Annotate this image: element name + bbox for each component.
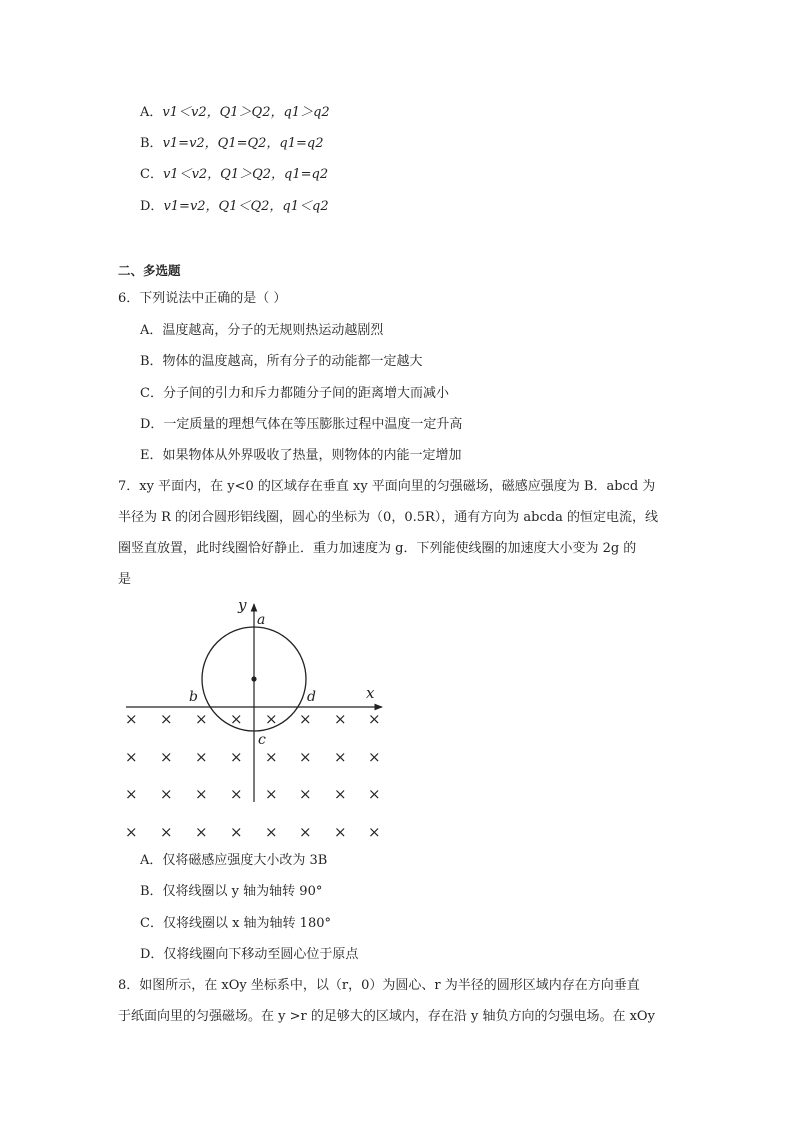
q6-option-d: D．一定质量的理想气体在等压膨胀过程中温度一定升高 [140,417,463,432]
field-cross: × [195,785,208,803]
q7-option-d: D．仅将线圈向下移动至圆心位于原点 [140,947,359,962]
field-cross: × [265,785,278,803]
field-cross: × [230,785,243,803]
field-cross: × [160,785,173,803]
field-cross: × [265,748,278,766]
q5-option-c: C．v1＜v2，Q1＞Q2，q1=q2 [140,167,329,182]
field-cross: × [265,823,278,841]
field-cross: × [195,710,208,728]
field-cross: × [299,823,312,841]
q7-stem-line-3: 圈竖直放置，此时线圈恰好静止．重力加速度为 g．下列能使线圈的加速度大小变为 2g 的 [118,541,637,556]
point-a-label: a [257,612,266,628]
field-cross: × [125,710,138,728]
q5-option-a: A．v1＜v2，Q1＞Q2，q1＞q2 [140,105,330,120]
field-cross: × [125,748,138,766]
field-cross: × [299,748,312,766]
q8-stem-line-2: 于纸面向里的匀强磁场。在 y >r 的足够大的区域内，存在沿 y 轴负方向的匀强电场。在 xOy [118,1009,655,1024]
field-cross: × [125,823,138,841]
q7-option-a: A．仅将磁感应强度大小改为 3B [140,853,328,868]
field-cross: × [334,748,347,766]
q5-option-d: D．v1=v2，Q1＜Q2，q1＜q2 [140,199,329,214]
point-c-label: c [258,732,266,748]
q6-option-c: C．分子间的引力和斥力都随分子间的距离增大而减小 [140,386,449,401]
magnetic-field-crosses [125,710,381,841]
field-cross: × [125,785,138,803]
field-cross: × [160,710,173,728]
point-d-label: d [307,689,316,705]
y-axis-label: y [238,596,247,614]
field-cross: × [368,748,381,766]
q7-stem-line-4: 是 [118,572,132,587]
q7-stem-line-1: 7．xy 平面内，在 y<0 的区域存在垂直 xy 平面向里的匀强磁场，磁感应强度为 B．abcd 为 [118,479,656,494]
q6-stem: 6．下列说法中正确的是（ ） [118,291,287,306]
x-axis-label: x [366,684,375,702]
q6-option-e: E．如果物体从外界吸收了热量，则物体的内能一定增加 [140,448,462,463]
section-title: 二、多选题 [118,263,181,278]
circle-center-dot [251,676,256,681]
field-cross: × [299,710,312,728]
q7-figure [110,594,400,848]
field-cross: × [265,710,278,728]
field-cross: × [160,823,173,841]
field-cross: × [368,785,381,803]
field-cross: × [299,785,312,803]
q7-option-c: C．仅将线圈以 x 轴为轴转 180° [140,916,331,931]
q8-stem-line-1: 8．如图所示，在 xOy 坐标系中，以（r，0）为圆心、r 为半径的圆形区域内存在方向垂直 [118,978,640,993]
field-cross: × [334,823,347,841]
field-cross: × [195,748,208,766]
field-cross: × [195,823,208,841]
q7-stem-line-2: 半径为 R 的闭合圆形铝线圈，圆心的坐标为（0，0.5R），通有方向为 abcda 的恒定电流，线 [118,510,658,525]
field-cross: × [230,823,243,841]
q6-option-b: B．物体的温度越高，所有分子的动能都一定越大 [140,354,423,369]
field-cross: × [230,748,243,766]
field-cross: × [160,748,173,766]
point-b-label: b [189,689,198,705]
field-cross: × [368,710,381,728]
field-cross: × [368,823,381,841]
field-cross: × [230,710,243,728]
field-cross: × [334,785,347,803]
field-cross: × [334,710,347,728]
q6-option-a: A．温度越高，分子的无规则热运动越剧烈 [140,323,384,338]
q5-option-b: B．v1=v2，Q1=Q2，q1=q2 [140,136,324,151]
q7-option-b: B．仅将线圈以 y 轴为轴转 90° [140,884,323,899]
